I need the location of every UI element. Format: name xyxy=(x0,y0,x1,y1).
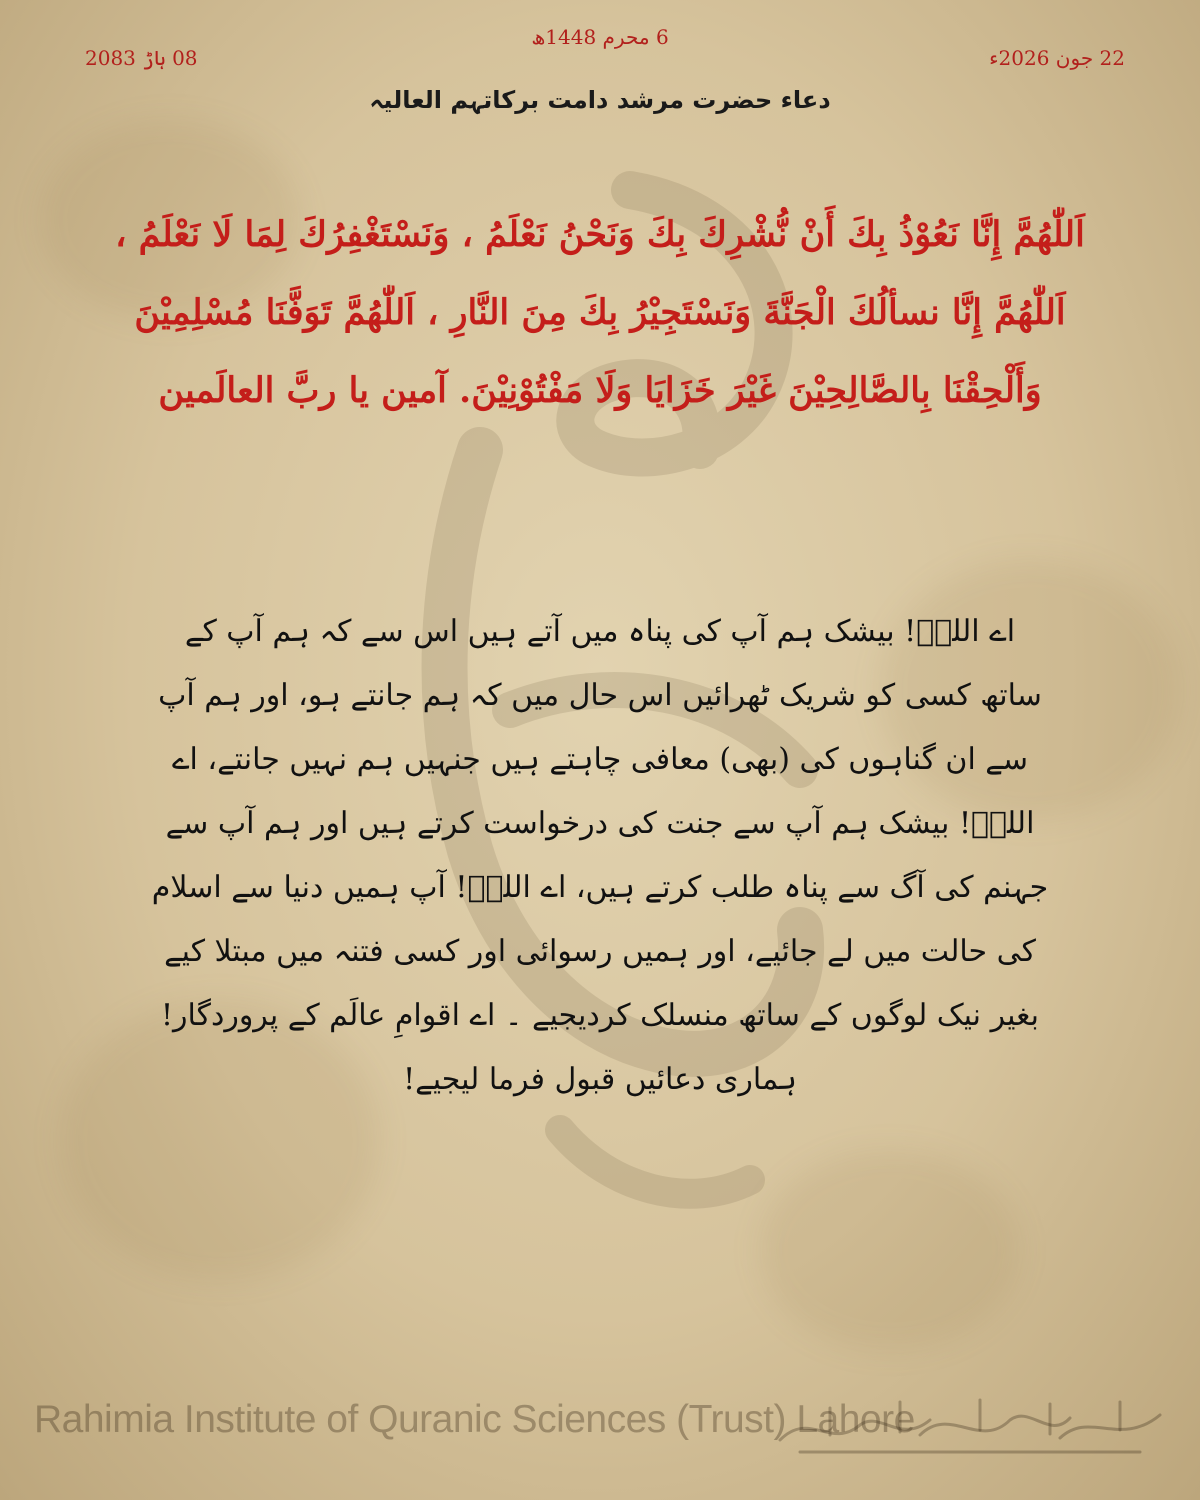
urdu-translation-text: اے اللہؐ! بیشک ہم آپ کی پناہ میں آتے ہیں اس سے کہ ہم آپ کے ساتھ کسی کو شریک ٹھرائیں اس حال میں کہ ہم جانتے ہو، اور ہم آپ سے ان گناہوں کی (بھی) معافی چاہتے ہیں جنہیں ہم نہیں جانتے، اے اللہؐ! بیشک ہم آپ سے جنت کی درخواست کرتے ہیں اور ہم آپ سے جہنم کی آگ سے پناہ طلب کرتے ہیں، اے اللہؐ! آپ ہمیں دنیا سے اسلام کی حالت میں لے جائیے، اور ہمیں رسوائی اور کسی فتنہ میں مبتلا کیے بغیر نیک لوگوں کے ساتھ منسلک کردیجیے ۔ اے اقوامِ عالَم کے پروردگار! ہماری دعائیں قبول فرما لیجیے! xyxy=(151,614,1049,1097)
date-desi: 08 ہاڑ 2083 xyxy=(85,46,198,70)
date-hijri: 6 محرم 1448ھ xyxy=(531,25,669,49)
footer xyxy=(0,1398,1200,1478)
date-gregorian: 22 جون 2026ء xyxy=(989,46,1125,70)
institute-name-english: Rahimia Institute of Quranic Sciences (Trust) Lahore xyxy=(34,1398,915,1441)
calligraphy-logo-icon xyxy=(770,1390,1170,1460)
date-header xyxy=(0,46,1200,76)
arabic-dua-text: اَللّٰهُمَّ إِنَّا نَعُوْذُ بِكَ أَنْ نُّشْرِكَ بِكَ وَنَحْنُ نَعْلَمُ ، وَنَسْتَغْفِرُكَ لِمَا لَا نَعْلَمُ ، اَللّٰهُمَّ إِنَّا نسألُكَ الْجَنَّةَ وَنَسْتَجِيْرُ بِكَ مِنَ النَّارِ ، اَللّٰهُمَّ تَوَفَّنَا مُسْلِمِيْنَ وَأَلْحِقْنَا بِالصَّالِحِيْنَ غَيْرَ خَزَايَا وَلَا مَفْتُوْنِيْنَ. آمین یا ربَّ العالَمین xyxy=(115,214,1085,411)
page-title: دعاء حضرت مرشد دامت برکاتہم العالیہ xyxy=(369,86,831,114)
